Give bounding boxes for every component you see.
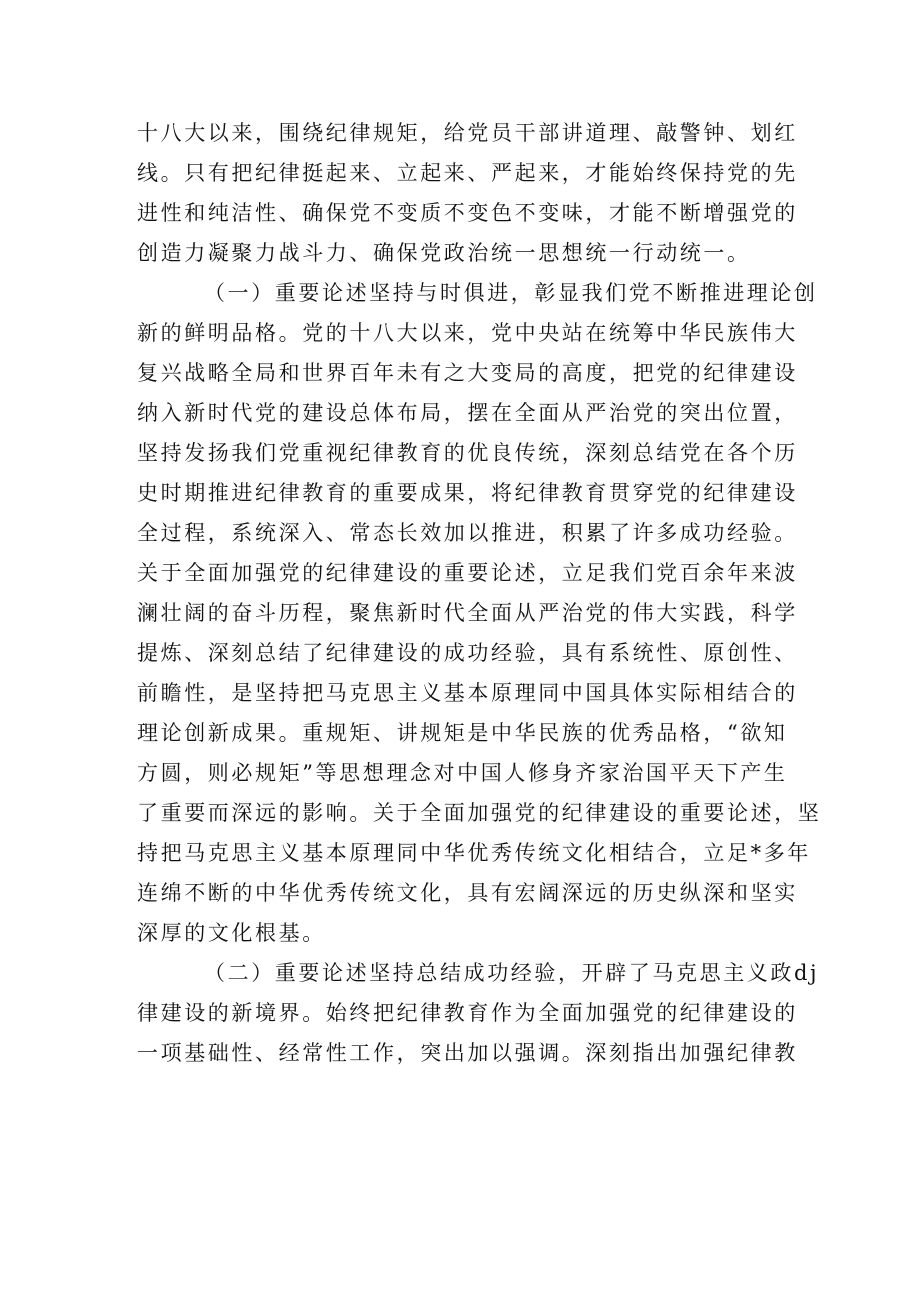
- text-line: 提炼、深刻总结了纪律建设的成功经验，具有系统性、原创性、: [137, 641, 798, 665]
- text-line: 理论创新成果。重规矩、讲规矩是中华民族的优秀品格，“欲知: [137, 721, 788, 745]
- text-line: 全过程，系统深入、常态长效加以推进，积累了许多成功经验。: [137, 521, 798, 545]
- text-line: 十八大以来，围绕纪律规矩，给党员干部讲道理、敲警钟、划红: [137, 121, 798, 145]
- section-heading-line: （一）重要论述坚持与时俱进，彰显我们党不断推进理论创: [204, 281, 818, 305]
- text-line: 史时期推进纪律教育的重要成果，将纪律教育贯穿党的纪律建设: [137, 481, 798, 505]
- text-line: 了重要而深远的影响。关于全面加强党的纪律建设的重要论述，坚: [137, 801, 822, 825]
- section-heading-line: （二）重要论述坚持总结成功经验，开辟了马克思主义政dj: [204, 961, 820, 985]
- text-line: 线。只有把纪律挺起来、立起来、严起来，才能始终保持党的先: [137, 161, 798, 185]
- text-line: 坚持发扬我们党重视纪律教育的优良传统，深刻总结党在各个历: [137, 441, 798, 465]
- text-line: 新的鲜明品格。党的十八大以来，党中央站在统筹中华民族伟大: [137, 321, 798, 345]
- text-line: 方圆，则必规矩”等思想理念对中国人修身齐家治国平天下产生: [137, 761, 788, 785]
- text-line: 进性和纯洁性、确保党不变质不变色不变味，才能不断增强党的: [137, 201, 798, 225]
- text-line: 连绵不断的中华优秀传统文化，具有宏阔深远的历史纵深和坚实: [137, 881, 798, 905]
- text-line: 关于全面加强党的纪律建设的重要论述，立足我们党百余年来波: [137, 561, 798, 585]
- text-line: 创造力凝聚力战斗力、确保党政治统一思想统一行动统一。: [137, 241, 751, 265]
- text-line: 深厚的文化根基。: [137, 921, 326, 945]
- text-line: 前瞻性，是坚持把马克思主义基本原理同中国具体实际相结合的: [137, 681, 798, 705]
- paragraph: [137, 273, 822, 953]
- document-body: [137, 113, 822, 1073]
- text-line: 澜壮阔的奋斗历程，聚焦新时代全面从严治党的伟大实践，科学: [137, 601, 798, 625]
- text-line: 纳入新时代党的建设总体布局，摆在全面从严治党的突出位置，: [137, 401, 798, 425]
- text-line: 律建设的新境界。始终把纪律教育作为全面加强党的纪律建设的: [137, 1001, 798, 1025]
- text-line: 一项基础性、经常性工作，突出加以强调。深刻指出加强纪律教: [137, 1041, 798, 1065]
- text-line: 复兴战略全局和世界百年未有之大变局的高度，把党的纪律建设: [137, 361, 798, 385]
- paragraph: [137, 113, 798, 273]
- paragraph: [137, 953, 820, 1073]
- text-line: 持把马克思主义基本原理同中华优秀传统文化相结合，立足*多年: [137, 841, 811, 865]
